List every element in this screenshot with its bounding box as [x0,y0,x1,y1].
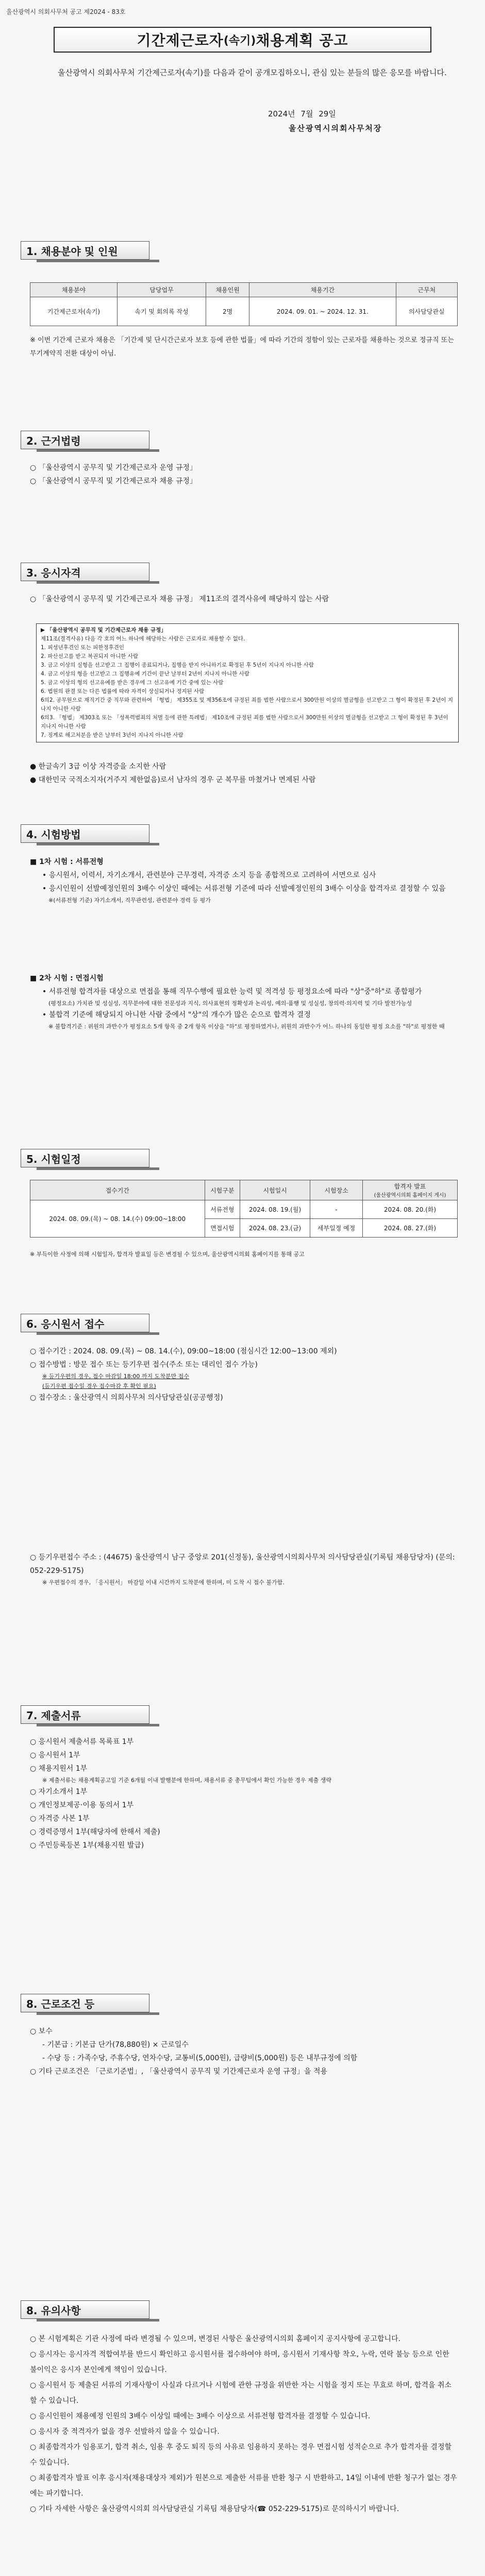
section-7-title: 7. 제출서류 [26,1709,81,1722]
recruit-header: 근무처 [396,283,457,297]
box-line: 7. 징계로 해고처분을 받은 날부터 3년이 지나지 아니한 사람 [41,732,183,738]
recruit-header: 채용기간 [249,283,396,297]
section-7-heading [21,1705,149,1724]
pay-line: - 수당 등 : 가족수당, 주휴수당, 연차수당, 교통비(5,000원), 급량비(5,000원) 등은 내부규정에 의함 [42,2054,358,2062]
application-place: ○ 접수장소 : 울산광역시 의회사무처 의사담당관실(공공행정) [30,1394,223,1402]
schedule-cell: 2024. 08. 20.(화) [363,1200,458,1219]
caution-item: ○ 최종합격자 발표 이후 응시자(채용대상자 제외)가 원본으로 제출한 서류를 반환 청구 시 반환하고, 14일 이내에 반환 청구가 없는 경우에는 파기합니다. [30,2474,457,2498]
recruit-note: ※ 이번 기간제 근로자 채용은 「기간제 및 단시간근로자 보호 등에 관한 법률」에 따라 기간의 정함이 있는 근로자를 채용하는 것으로 정규직 또는 무기계약직 전환 대상이 아님. [30,336,454,358]
schedule-cell: 2024. 08. 27.(화) [363,1219,458,1238]
qualification-item: ● 대한민국 국적소지자(거주지 제한없음)로서 남자의 경우 군 복무를 마쳤거나 면제된 사람 [30,776,316,784]
section-3-heading [21,563,149,581]
caution-item: ○ 최종합격자가 임용포기, 합격 취소, 임용 후 중도 퇴직 등의 사유로 임용하지 못하는 경우 면접시험 성적순으로 추가 합격자를 결정할 수 있습니다. [30,2443,451,2467]
box-line: 5. 금고 이상의 형의 선고유예를 받은 경우에 그 선고유예 기간 중에 있는 사람 [41,680,224,686]
qualification-item: ● 한글속기 3급 이상 자격증을 소지한 사람 [30,762,166,771]
box-line: 6의2. 공무원으로 재직기간 중 직무와 관련하여 「형법」 제355조 및 제356조에 규정된 죄를 범한 사람으로서 300만원 이상의 벌금형을 선고받고 그 형이 확정된 후 2년이 지나지 아니한 사람 [41,697,453,712]
document-item: ○ 응시원서 제출서류 목록표 1부 [30,1738,134,1746]
box-line: 6. 법원의 판결 또는 다른 법률에 따라 자격이 상실되거나 정지된 사람 [41,688,205,694]
title-main: 기간제근로자 [137,32,224,49]
recruit-table [30,282,458,326]
stage-1-line: • 응시인원이 선발예정인원의 3배수 이상인 때에는 서류전형 기준에 따라 선발예정인원의 3배수 이상을 합격자로 결정할 수 있음 [42,885,446,893]
section-5-heading [21,1149,149,1167]
schedule-header: 합격자 발표 (울산광역시의회 홈페이지 게시) [363,1180,458,1200]
section-4-title: 4. 시험방법 [26,828,81,841]
recruit-cell: 의사담당관실 [396,297,457,326]
stage-2-criteria: (평정요소) 가치관 및 성실성, 직무분야에 대한 전문성과 지식, 의사표현의 정확성과 논리성, 예의·품행 및 성실성, 창의력·의지력 및 기타 발전가능성 [48,1000,412,1007]
documents-note: ※ 제출서류는 채용계획공고일 기준 6개월 이내 발행분에 한하며, 채용서류 중 총무팀에서 확인 가능한 경우 제출 생략 [42,1777,331,1784]
schedule-header: 시험장소 [310,1180,363,1200]
box-line: 제11조(결격사유) 다음 각 호의 어느 하나에 해당하는 사람은 근로자로 채용할 수 없다. [41,636,245,642]
box-line: 1. 피성년후견인 또는 피한정후견인 [41,645,125,651]
stage-2-line: • 불합격 기준에 해당되지 아니한 사람 중에서 "상"의 개수가 많은 순으로 합격자 결정 [42,1011,311,1019]
document-item: ○ 주민등록등본 1부(채용지원 발급) [30,1841,144,1850]
disqualification-box [36,623,459,742]
box-line: 6의3. 「형법」 제303조 또는 「성폭력범죄의 처벌 등에 관한 특례법」 제10조에 규정된 죄를 범한 사람으로서 300만원 이상의 벌금형을 선고받고 그 형이 확정된 후 3년이 지나지 아니한 사람 [41,715,448,730]
method-note: (등기우편 접수일 경우 접수마감 후 확인 필요) [42,1383,156,1389]
box-line: 2. 파산선고를 받고 복권되지 아니한 사람 [41,653,138,659]
section-6-title: 6. 응시원서 접수 [26,1317,105,1330]
schedule-cell: 2024. 08. 23.(금) [240,1219,310,1238]
caution-item: ○ 응시자 중 적격자가 없을 경우 선발하지 않을 수 있습니다. [30,2428,220,2436]
schedule-cell: 면접시험 [205,1219,240,1238]
recruit-header: 채용분야 [30,283,118,297]
box-line: 3. 금고 이상의 실형을 선고받고 그 집행이 종료되거나, 집행을 받지 아니하기로 확정된 후 5년이 지나지 아니한 사람 [41,662,314,668]
section-3-title: 3. 응시자격 [26,566,81,579]
notice-number: 울산광역시 의회사무처 공고 제2024 - 83호 [6,8,126,15]
cautions-list [30,2331,458,2517]
notice-date: 2024년 7월 29일 [268,109,336,118]
exam-stage-2 [30,972,458,1031]
law-list [30,461,458,488]
schedule-cell: 세부일정 예정 [310,1219,363,1238]
recruit-header: 담당업무 [117,283,206,297]
section-9-heading [21,2300,149,2319]
section-9-title: 8. 유의사항 [26,2304,81,2317]
section-2-title: 2. 근거법령 [26,434,81,447]
schedule-note: ※ 부득이한 사정에 의해 시험일자, 합격자 발표일 등은 변경될 수 있으며, 울산광역시의회 홈페이지를 통해 공고 [30,1251,305,1258]
stage-2-title: ■ 2차 시험 : 면접시험 [30,974,104,982]
schedule-header: 시험일시 [240,1180,310,1200]
exam-stage-1 [30,855,458,905]
recruit-cell: 2024. 09. 01. ~ 2024. 12. 31. [249,297,396,326]
conditions [30,2025,458,2078]
document-item: ○ 자격증 사본 1부 [30,1815,90,1823]
document-item: ○ 채용지원서 1부 [30,1765,88,1773]
issuer: 울산광역시의회사무처장 [289,124,382,133]
pay-title: ○ 보수 [30,2027,53,2036]
section-4-heading [21,824,149,843]
page-title [54,27,431,53]
stage-2-note: ※ 불합격기준 : 위원의 과반수가 평정요소 5개 항목 중 2개 항목 이상을 "하"로 평정하였거나, 위원의 과반수가 어느 하나의 동일한 평정 요소를 "하"로 평정한 때 [48,1023,445,1030]
application-info [30,1345,458,1404]
section-2-heading [21,431,149,449]
document-item: ○ 자기소개서 1부 [30,1788,88,1796]
application-period: ○ 접수기간 : 2024. 08. 09.(목) ~ 08. 14.(수), 09:00~18:00 (점심시간 12:00~13:00 제외) [30,1347,337,1355]
address-note: ※ 우편접수의 경우, 「응시원서」 마감일 이내 시간까지 도착분에 한하며, 미 도착 시 접수 불가함. [42,1579,285,1586]
law-item: ○ 「울산광역시 공무직 및 기간제근로자 채용 규정」 [30,477,197,485]
caution-item: ○ 응시원서 등 제출된 서류의 기재사항이 사실과 다르거나 시험에 관한 규정을 위반한 자는 시험을 정지 또는 무효로 하며, 합격을 취소할 수 있습니다. [30,2381,451,2405]
stage-2-line: • 서류전형 합격자를 대상으로 면접을 통해 직무수행에 필요한 능력 및 적격성 등 평정요소에 따라 "상"중"하"로 종합평가 [42,988,422,996]
application-method: ○ 접수방법 : 방문 접수 또는 등기우편 접수(주소 또는 대리인 접수 가능) [30,1361,258,1369]
method-note: ※ 등기우편의 경우, 접수 마감일 18:00 까지 도착분만 접수 [42,1373,189,1380]
schedule-table [30,1180,458,1238]
recruit-cell: 속기 및 회의록 작성 [117,297,206,326]
documents-list [30,1735,458,1852]
application-address [30,1551,458,1587]
recruit-header: 채용인원 [206,283,249,297]
qualification-intro: ○ 「울산광역시 공무직 및 기간제근로자 채용 규정」 제11조의 결격사유에 해당하지 않는 사람 [30,595,329,603]
caution-item: ○ 응시인원이 채용예정 인원의 3배수 이상일 때에는 3배수 이상으로 서류전형 합격자를 결정할 수 있습니다. [30,2412,371,2420]
schedule-header: 시험구분 [205,1180,240,1200]
box-line: 4. 금고 이상의 형을 선고받고 그 집행유예 기간이 끝난 날부터 2년이 지나지 아니한 사람 [41,671,249,677]
document-item: ○ 응시원서 1부 [30,1751,80,1759]
caution-item: ○ 기타 자세한 사항은 울산광역시의회 의사담당관실 기록팀 채용담당자(☎ 052-229-5175)로 문의하시기 바랍니다. [30,2505,399,2513]
pay-line: - 기본급 : 기본급 단가(78,880원) × 근로일수 [42,2041,189,2049]
recruit-cell: 2명 [206,297,249,326]
box-title: ▶ 「울산광역시 공무직 및 기간제근로자 채용 규정」 [41,627,166,633]
title-paren: (속기) [223,34,256,47]
conditions-other: ○ 기타 근로조건은 「근로기준법」, 「울산광역시 공무직 및 기간제근로자 운영 규정」을 적용 [30,2067,327,2076]
stage-1-title: ■ 1차 시험 : 서류전형 [30,858,104,866]
section-8-title: 8. 근로조건 등 [26,1997,95,2010]
caution-item: ○ 본 시험계획은 기관 사정에 따라 변경될 수 있으며, 변경된 사항은 울산광역시의회 홈페이지 공지사항에 공고합니다. [30,2335,401,2343]
schedule-header: 접수기간 [30,1180,205,1200]
intro-text: 울산광역시 의회사무처 기간제근로자(속기)를 다음과 같이 공개모집하오니, 관심 있는 분들의 많은 응모를 바랍니다. [58,68,447,77]
schedule-cell: 2024. 08. 19.(월) [240,1200,310,1219]
section-5-title: 5. 시험일정 [26,1153,81,1165]
caution-item: ○ 응시자는 응시자격 적합여부를 반드시 확인하고 응시원서를 접수하여야 하며, 응시원서 기재사항 착오, 누락, 연락 불능 등으로 인한 불이익은 응시자 본인에게 책임이 있습니다. [30,2350,449,2374]
schedule-cell: - [310,1200,363,1219]
qualification-bullets [30,760,458,787]
schedule-cell: 2024. 08. 09.(목) ~ 08. 14.(수) 09:00~18:00 [30,1200,205,1238]
address-line: ○ 등기우편접수 주소 : (44675) 울산광역시 남구 중앙로 201(신정동), 울산광역시의회사무처 의사담당관실(기록팀 채용담당자) (문의: 052-229-5175) [30,1553,455,1575]
schedule-cell: 서류전형 [205,1200,240,1219]
title-rest: 채용계획 공고 [256,32,348,49]
document-item: ○ 경력증명서 1부(해당자에 한해서 제출) [30,1828,160,1836]
recruit-cell: 기간제근로자(속기) [30,297,118,326]
law-item: ○ 「울산광역시 공무직 및 기간제근로자 운영 규정」 [30,464,197,472]
document-item: ○ 개인정보제공·이용 동의서 1부 [30,1801,134,1809]
section-1-title: 1. 채용분야 및 인원 [26,245,118,258]
stage-1-note: ※(서류전형 기준) 자기소개서, 직무관련성, 관련분야 경력 등 평가 [48,897,211,904]
section-6-heading [21,1314,149,1332]
stage-1-line: • 응시원서, 이력서, 자기소개서, 관련분야 근무경력, 자격증 소지 등을 종합적으로 고려하여 서면으로 심사 [42,871,376,879]
section-8-heading [21,1994,149,2012]
section-1-heading [21,241,149,260]
